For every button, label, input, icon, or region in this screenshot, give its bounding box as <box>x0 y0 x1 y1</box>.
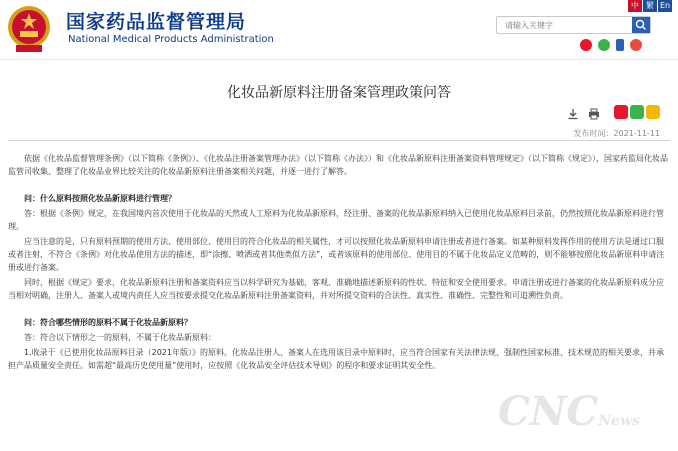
app-icon[interactable] <box>630 39 642 51</box>
lang-tab-english[interactable]: En <box>659 1 671 10</box>
site-title[interactable]: 国家药品监督管理局 <box>66 11 247 33</box>
intro-paragraph: 依据《化妆品监督管理条例》（以下简称《条例》）、《化妆品注册备案管理办法》（以下简称《办法》）和《化妆品新原料注册备案资料管理规定》（以下简称《规定》），国家药监局化妆品监管司收集、整理了化妆品业界比较关注的化妆品新原料注册备案相关问题，并逐一进行了解答。 <box>8 154 668 176</box>
article-tools <box>567 108 600 120</box>
search-button[interactable] <box>632 17 650 33</box>
mobile-icon[interactable] <box>616 39 624 51</box>
question-2: 问：符合哪些情形的原料不属于化妆品新原料？ <box>24 318 192 327</box>
weibo-icon[interactable] <box>580 39 592 51</box>
answer-2-item-1: 1.收录于《已使用化妆品原料目录（2021年版）》的原料。化妆品注册人、备案人在选用该目录中原料时，应当符合国家有关法律法规、强制性国家标准、技术规范的相关要求，并承担产品质量安全责任。如需超“最高历史使用量”使用时，应按照《化妆品安全评估技术导则》的程序和要求证明其安全性。 <box>8 348 664 370</box>
publish-date-label: 发布时间： <box>573 129 614 138</box>
print-icon[interactable] <box>588 108 600 120</box>
site-subtitle: National Medical Products Administration <box>68 34 274 45</box>
site-header <box>0 0 678 60</box>
national-emblem-icon <box>6 4 52 54</box>
share-qzone-icon[interactable] <box>646 105 660 119</box>
article-body <box>8 152 670 374</box>
lang-tab-simplified[interactable]: 中 <box>628 0 642 12</box>
share-buttons <box>614 105 660 119</box>
share-wechat-icon[interactable] <box>630 105 644 119</box>
question-1: 问：什么原料按照化妆品新原料进行管理？ <box>24 194 176 203</box>
answer-1: 答：根据《条例》规定，在我国境内首次使用于化妆品的天然或人工原料为化妆品新原料，经注册、备案的化妆品新原料纳入已使用化妆品原料目录前，仍然按照化妆品新原料进行管理。 <box>8 209 664 231</box>
share-weibo-icon[interactable] <box>614 105 628 119</box>
article-title: 化妆品新原料注册备案管理政策问答 <box>227 85 451 101</box>
answer-1-requirement: 同时，根据《规定》要求，化妆品新原料注册和备案资料应当以科学研究为基础，客观、准确地描述新原料的性状、特征和安全使用要求。申请注册或进行备案的化妆品新原料成分应当相对明确，注册人、备案人或境内责任人应当按要求提交化妆品新原料注册备案资料，并对所提交资料的合法性、真实性、准确性、完整性和可追溯性负责。 <box>8 278 664 300</box>
answer-2: 答：符合以下情形之一的原料，不属于化妆品新原料： <box>24 333 216 342</box>
search-box <box>496 16 651 34</box>
download-icon[interactable] <box>567 108 579 120</box>
title-divider <box>8 140 670 141</box>
header-social-links <box>580 39 642 51</box>
answer-1-note: 应当注意的是，只有原料预期的使用方法、使用部位、使用目的符合化妆品的相关属性，才可以按照化妆品新原料申请注册或者进行备案。如某种原料发挥作用的使用方法是通过口服或者注射，不符合《条例》对化妆品使用方法的描述，即“涂擦、喷洒或者其他类似方法”，或者该原料的使用部位、使用目的不属于化妆品定义范畴的，则不能够按照化妆品新原料申请注册或进行备案。 <box>8 237 665 272</box>
lang-tab-traditional[interactable]: 繁 <box>643 0 657 12</box>
publish-date-value: 2021-11-11 <box>613 129 660 138</box>
watermark-sub: News <box>598 413 640 429</box>
search-input[interactable] <box>505 18 623 32</box>
wechat-icon[interactable] <box>598 39 610 51</box>
publish-date <box>574 128 661 139</box>
search-icon <box>635 19 647 31</box>
language-tabs <box>627 0 672 12</box>
watermark-main: CNC <box>498 388 599 435</box>
news-watermark <box>498 388 640 435</box>
